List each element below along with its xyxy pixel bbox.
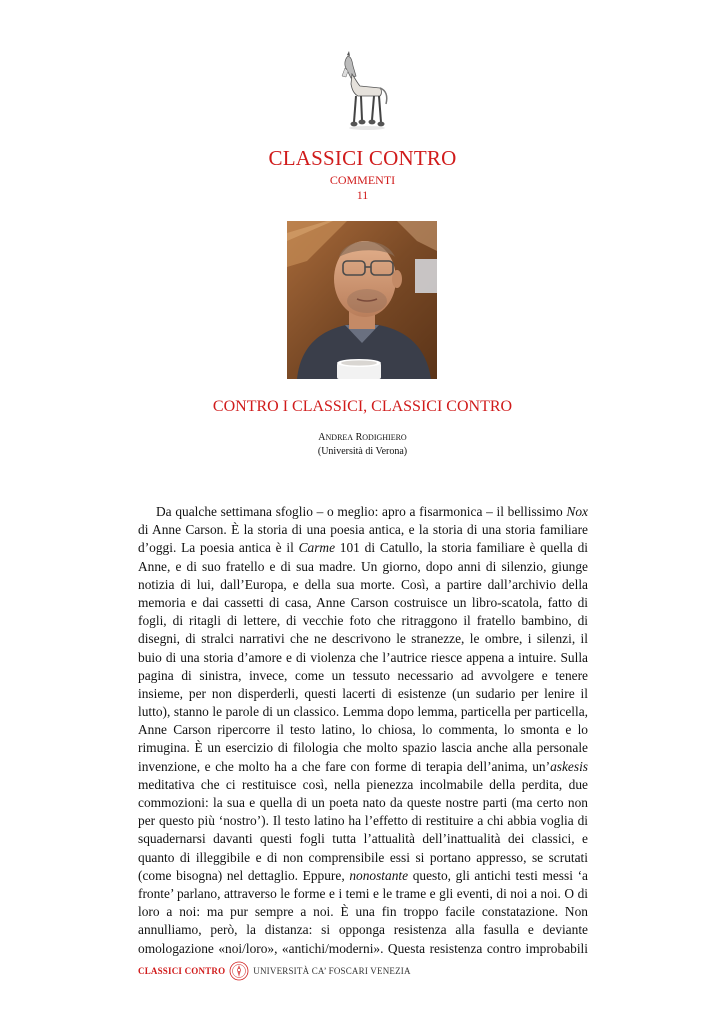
- body-line: [138, 721, 588, 739]
- body-text: 101 di Catullo, la storia familiare è quella di: [335, 540, 588, 556]
- body-line: [138, 885, 588, 903]
- issue-number: 11: [356, 188, 369, 202]
- author-first-rest: NDREA: [325, 433, 354, 442]
- body-text: pagina di sinistra, invece, come un tessuto necessario ad avvolgere e tenere: [138, 667, 588, 683]
- body-italic-text: nonostante: [349, 867, 409, 883]
- body-text: (come bisogna) nel dettaglio. Eppure,: [138, 867, 350, 883]
- body-line: [138, 539, 588, 557]
- body-text: questo, gli antichi testi messi ‘a: [408, 867, 588, 883]
- journal-title: CLASSICI CONTRO: [268, 146, 457, 170]
- body-line: [138, 812, 588, 830]
- body-text: Da qualche settimana sfoglio – o meglio: apro a fisarmonica – il bellissimo: [156, 504, 567, 519]
- author-photo: [287, 221, 437, 379]
- body-text: commozioni: la sua e quella di un poeta nato da queste nostre parti (ma certo non: [138, 795, 588, 810]
- body-line: [138, 521, 588, 539]
- body-text: annulliamo, però, la distanza: si opponga resistenza alla fasulla e deviante: [138, 922, 588, 938]
- body-text: disegni, di stralci narrativi che ne descrivono le stranezze, le ombre, i silenzi, il: [138, 631, 588, 647]
- body-line: [138, 830, 588, 848]
- footer-university: UNIVERSITÀ CA’ FOSCARI VENEZIA: [253, 966, 411, 976]
- footer-brand: CLASSICI CONTRO: [138, 966, 226, 976]
- body-text: Anne, e di suo fratello e di sua madre. Un giorno, dopo anni di silenzio, giunge: [138, 558, 588, 574]
- body-line: [138, 739, 588, 757]
- body-line: [138, 940, 588, 958]
- body-text: memoria e dai cassetti di casa, Anne Carson costruisce un libro-scatola, fatto di: [138, 594, 588, 610]
- body-line: [138, 849, 588, 867]
- body-line: [138, 576, 588, 594]
- body-line: [138, 558, 588, 576]
- body-text: per questo più ‘nostro’). Il testo latino ha l’effetto di restituire a chi abbia voglia di: [138, 813, 588, 829]
- body-text: omologazione «noi/loro», «antichi/moderni». Questa resistenza contro improbabili: [138, 940, 588, 956]
- body-text: insieme, per non disperderli, questi lacerti di esistenze (un sudario per lenire il: [138, 685, 588, 701]
- article-body: [138, 503, 588, 958]
- author-initial: A: [318, 432, 326, 443]
- body-text: di Anne Carson. È la storia di una poesia antica, e la storia di una storia familiare: [138, 522, 588, 538]
- body-line: [138, 903, 588, 921]
- body-italic-text: askesis: [550, 758, 588, 774]
- body-line: [138, 703, 588, 721]
- body-text: loro a noi: ma pur sempre a noi. È una fin troppo facile constatazione. Non: [138, 904, 588, 920]
- body-text: buio di una storia d’amore e di violenza che l’autrice riesce appena a intuire. Sulla: [138, 649, 588, 665]
- body-text: meditativa che ci restituisce così, nella pienezza incolmabile della perdita, due: [138, 776, 588, 792]
- body-text: rimugina. È un esercizio di filologia che molto spazio lascia anche alla personale: [138, 740, 588, 756]
- body-text: quanto di illeggibile e di non comprensibile essi si portano appresso, se scrutati: [138, 849, 588, 865]
- body-text: invenzione, e che molto ha a che fare con forme di terapia dell’anima, un’: [138, 758, 551, 774]
- author-last-initial: R: [355, 432, 363, 443]
- article-title: CONTRO I CLASSICI, CLASSICI CONTRO: [212, 398, 513, 415]
- body-text: squadernarsi davanti questi fogli tutta l’attualità dell’inattualità dei classici, e: [138, 831, 588, 847]
- body-text: fogli, di ritagli di lettere, di vecchie foto che ritraggono il fratello bambino, di: [138, 613, 588, 629]
- body-text: d’oggi. La poesia antica è il: [138, 540, 299, 556]
- body-text: fronte’ parlano, attraverso le forme e i temi e le trame e gli eventi, di noi a noi. O di: [138, 885, 588, 901]
- body-line: [138, 776, 588, 794]
- body-text: notizia di lui, dall’Europa, e della sua morte. Così, a partire dall’archivio della: [138, 576, 588, 592]
- body-line: [138, 649, 588, 667]
- body-line: [138, 867, 588, 885]
- horse-logo-icon: [334, 50, 390, 132]
- body-line: [138, 758, 588, 776]
- body-line: [138, 667, 588, 685]
- page-footer: [138, 961, 411, 981]
- body-line: [138, 794, 588, 812]
- body-line: [138, 594, 588, 612]
- body-italic-text: Carme: [298, 540, 336, 556]
- body-line: [138, 685, 588, 703]
- body-text: Anne Carson ripercorre il testo latino, lo chiosa, lo commenta, lo smonta e lo: [138, 722, 588, 738]
- author-last-rest: ODIGHIERO: [362, 433, 407, 442]
- series-label: COMMENTI: [329, 173, 396, 187]
- body-line: [138, 630, 588, 648]
- author-name: [0, 432, 725, 443]
- body-text: lutto), stanno le parole di un classico. Lemma dopo lemma, particella per particella,: [138, 704, 588, 720]
- body-line: [138, 921, 588, 939]
- body-line: [138, 612, 588, 630]
- body-line: [138, 503, 588, 521]
- body-italic-text: Nox: [566, 504, 588, 519]
- university-seal-icon: [229, 961, 249, 981]
- author-affiliation: (Università di Verona): [317, 446, 408, 457]
